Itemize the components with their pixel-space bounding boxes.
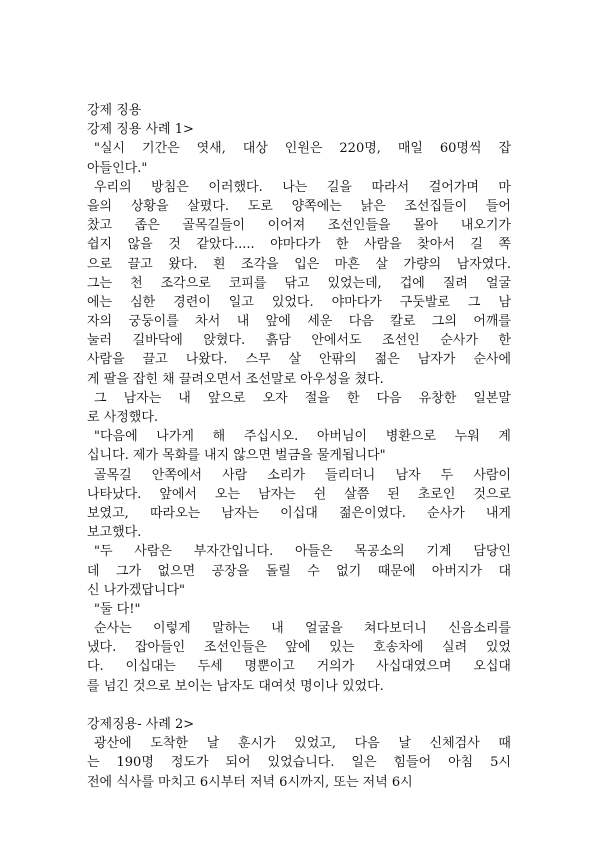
text-line: 눌러 길바닥에 앉혔다. 흙담 안에서도 조선인 순사가 한 xyxy=(87,333,511,349)
text-line: 전에 식사를 마치고 6시부터 저녁 6시까지, 또는 저녁 6시 xyxy=(87,774,413,790)
case1-heading: 강제 징용 사례 1> xyxy=(87,122,194,138)
text-line: "둘 다!" xyxy=(94,601,141,617)
case1-quote-report xyxy=(87,542,511,600)
text-line: 는 190명 정도가 되어 있었습니다. 일은 힘들어 아침 5시 xyxy=(87,755,511,771)
document-page xyxy=(87,101,511,792)
text-line: 아들인다." xyxy=(87,160,148,176)
text-line: 사람을 끌고 나왔다. 스무 살 안팎의 젊은 남자가 순사에 xyxy=(87,352,511,368)
text-line: 에는 심한 경련이 일고 있었다. 야마다가 구둣발로 그 남 xyxy=(87,294,511,310)
case2-paragraph-arrival xyxy=(87,734,511,792)
text-line: 순사는 이렇게 말하는 내 얼굴을 쳐다보더니 신음소리를 xyxy=(94,621,511,637)
text-line: 그 남자는 내 앞으로 오자 절을 한 다음 유창한 일본말 xyxy=(94,390,511,406)
text-line: 골목길 안쪽에서 사람 소리가 들리더니 남자 두 사람이 xyxy=(94,467,511,483)
section-spacer xyxy=(87,696,511,715)
case1-paragraph-truck xyxy=(87,619,511,696)
text-line: 게 팔을 잡힌 채 끌려오면서 조선말로 아우성을 쳤다. xyxy=(87,371,384,387)
text-line: 보고했다. xyxy=(87,525,142,541)
text-line: 신 나가겠답니다" xyxy=(87,582,186,598)
text-line: 그는 천 조각으로 코피를 닦고 있었는데, 겁에 질려 얼굴 xyxy=(87,275,511,291)
case2-body xyxy=(87,734,511,792)
case1-quote-schedule xyxy=(87,139,511,177)
case1-quote-plea xyxy=(87,427,511,465)
text-line: 광산에 도착한 날 훈시가 있었고, 다음 날 신체검사 때 xyxy=(94,736,511,752)
text-line: 을의 상황을 살폈다. 도로 양쪽에는 낡은 조선집들이 들어 xyxy=(87,198,511,214)
case1-quote-both xyxy=(87,600,511,619)
document-title: 강제 징용 xyxy=(87,103,142,118)
case1-paragraph-approach xyxy=(87,178,511,389)
text-line: 쉽지 않을 것 같았다..... 야마다가 한 사람을 찾아서 길 쪽 xyxy=(87,237,511,253)
case1-body xyxy=(87,139,511,695)
text-line: "실시 기간은 엿새, 대상 인원은 220명, 매일 60명씩 잡 xyxy=(94,141,511,157)
text-line: "다음에 나가게 해 주십시오. 아버님이 병환으로 누워 계 xyxy=(94,429,511,445)
text-line: 자의 궁둥이를 차서 내 앞에 세운 다음 칼로 그의 어깨를 xyxy=(87,314,511,330)
text-line: 보였고, 따라오는 남자는 이십대 젊은이였다. 순사가 내게 xyxy=(87,505,511,521)
text-line: 찼고 좁은 골목길들이 이어져 조선인들을 몰아 내오기가 xyxy=(87,218,511,234)
text-line: 데 그가 없으면 공장을 돌릴 수 없기 때문에 아버지가 대 xyxy=(87,563,511,579)
text-line: 우리의 방침은 이러했다. 나는 길을 따라서 걸어가며 마 xyxy=(94,179,511,195)
text-line: 나타났다. 앞에서 오는 남자는 쉰 살쯤 된 초로인 것으로 xyxy=(87,486,511,502)
case1-paragraph-two-men xyxy=(87,466,511,543)
case2-heading: 강제징용- 사례 2> xyxy=(87,717,195,732)
text-line: 십니다. 제가 목화를 내지 않으면 벌금을 물게됩니다" xyxy=(87,448,386,464)
text-line: 다. 이십대는 두세 명뿐이고 거의가 사십대였으며 오십대 xyxy=(87,659,511,675)
text-line: 를 넘긴 것으로 보이는 남자도 대여섯 명이나 있었다. xyxy=(87,678,384,694)
text-line: 로 사정했다. xyxy=(87,410,159,425)
text-line: 으로 끌고 왔다. 흰 조각을 입은 마흔 살 가량의 남자였다. xyxy=(87,256,511,272)
text-line: 냈다. 잡아들인 조선인들은 앞에 있는 호송차에 실려 있었 xyxy=(87,640,511,656)
case1-paragraph-apology xyxy=(87,389,511,427)
text-line: "두 사람은 부자간입니다. 아들은 목공소의 기계 담당인 xyxy=(94,544,511,560)
